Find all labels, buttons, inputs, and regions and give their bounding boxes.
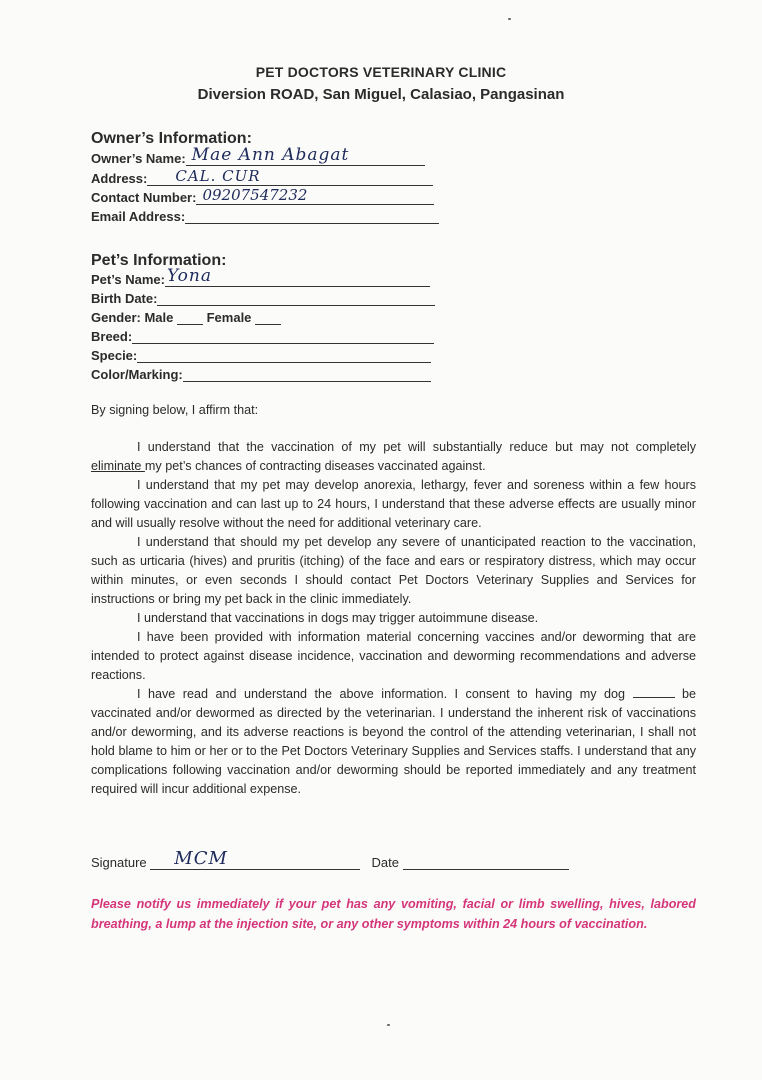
signature-row: [91, 848, 569, 870]
signature-value: MCM: [174, 848, 228, 869]
birth-date-label: Birth Date:: [91, 291, 158, 306]
clinic-address: Diversion ROAD, San Miguel, Calasiao, Pangasinan: [197, 86, 565, 103]
pet-name-value: Yona: [166, 266, 213, 286]
pet-name-field[interactable]: [91, 266, 430, 289]
scan-speck: [387, 1024, 390, 1026]
pet-section-title: Pet’s Information:: [91, 252, 227, 269]
consent-paragraphs: [91, 438, 696, 799]
signature-label: Signature: [91, 855, 147, 870]
affirm-intro: By signing below, I affirm that:: [91, 403, 259, 417]
paragraph-6: [91, 685, 696, 799]
gender-male-blank[interactable]: [177, 309, 203, 325]
pet-name-label: Pet’s Name:: [91, 272, 165, 287]
date-field[interactable]: [403, 854, 569, 870]
contact-number-field[interactable]: [91, 186, 434, 207]
owner-section-title: Owner’s Information:: [91, 130, 252, 147]
breed-label: Breed:: [91, 329, 133, 344]
paragraph-3: I understand that should my pet develop any severe of unanticipated reaction to the vaccination, such as urticaria (hives) and pruritis (itching) of the face and ears or respiratory distress, which may occur within minutes, or even seconds I should contact Pet Doctors Veterinary Supplies and Services for instructions or bring my pet back in the clinic immediately.: [91, 535, 696, 606]
owner-name-value: Mae Ann Abagat: [191, 145, 350, 165]
signature-field[interactable]: [150, 848, 360, 870]
email-label: Email Address:: [91, 209, 186, 224]
color-marking-field[interactable]: [91, 366, 431, 384]
birth-date-field[interactable]: [91, 290, 435, 308]
address-label: Address:: [91, 171, 148, 186]
scan-speck: [508, 18, 511, 20]
color-marking-label: Color/Marking:: [91, 367, 183, 382]
breed-field[interactable]: [91, 328, 434, 346]
paragraph-4: I understand that vaccinations in dogs may trigger autoimmune disease.: [137, 611, 539, 625]
gender-female-label: Female: [206, 310, 252, 325]
specie-field[interactable]: [91, 347, 431, 365]
post-vaccination-notice: Please notify us immediately if your pet has any vomiting, facial or limb swelling, hives, labored breathing, a lump at the injection site, or any other symptoms within 24 hours of vaccination.: [91, 897, 696, 931]
date-label: Date: [371, 855, 399, 870]
paragraph-6-text-a: I have read and understand the above information. I consent to having my dog: [137, 687, 633, 701]
paragraph-1-text-a: I understand that the vaccination of my pet will substantially reduce but may not completely: [137, 440, 696, 454]
paragraph-2: I understand that my pet may develop anorexia, lethargy, fever and soreness within a few hours following vaccination and can last up to 24 hours, I understand that these adverse effects are usually minor and will usually resolve without the need for additional veterinary care.: [91, 478, 696, 530]
gender-field: [91, 309, 281, 327]
specie-label: Specie:: [91, 348, 138, 363]
contact-number-label: Contact Number:: [91, 190, 197, 205]
clinic-name: PET DOCTORS VETERINARY CLINIC: [255, 64, 507, 80]
contact-number-value: 09207547232: [202, 186, 308, 204]
owner-name-field[interactable]: [91, 145, 425, 168]
paragraph-5: I have been provided with information material concerning vaccines and/or deworming that are intended to protect against disease incidence, vaccination and deworming recommendations and adverse reactions.: [91, 630, 696, 682]
gender-female-blank[interactable]: [255, 309, 281, 325]
owner-name-label: Owner’s Name:: [91, 151, 186, 166]
dog-name-blank[interactable]: [633, 685, 675, 698]
paragraph-6-text-b: be vaccinated and/or dewormed as directed by the veterinarian. I understand the inherent risk of vaccinations and/or deworming, and its adverse reactions is beyond the control of the attending veterinarian, I shall not hold blame to him or her or to the Pet Doctors Veterinary Supplies and Services staffs. I understand that any complications following vaccination and/or deworming should be reported immediately and any treatment required will incur additional expense.: [91, 687, 696, 796]
paragraph-1-underlined: eliminate: [91, 459, 145, 473]
paragraph-1: [91, 438, 696, 476]
address-value: CAL. CUR: [175, 167, 261, 185]
email-field[interactable]: [91, 208, 439, 226]
gender-male-label: Gender: Male: [91, 310, 174, 325]
paragraph-1-text-b: my pet’s chances of contracting diseases vaccinated against.: [144, 459, 486, 473]
